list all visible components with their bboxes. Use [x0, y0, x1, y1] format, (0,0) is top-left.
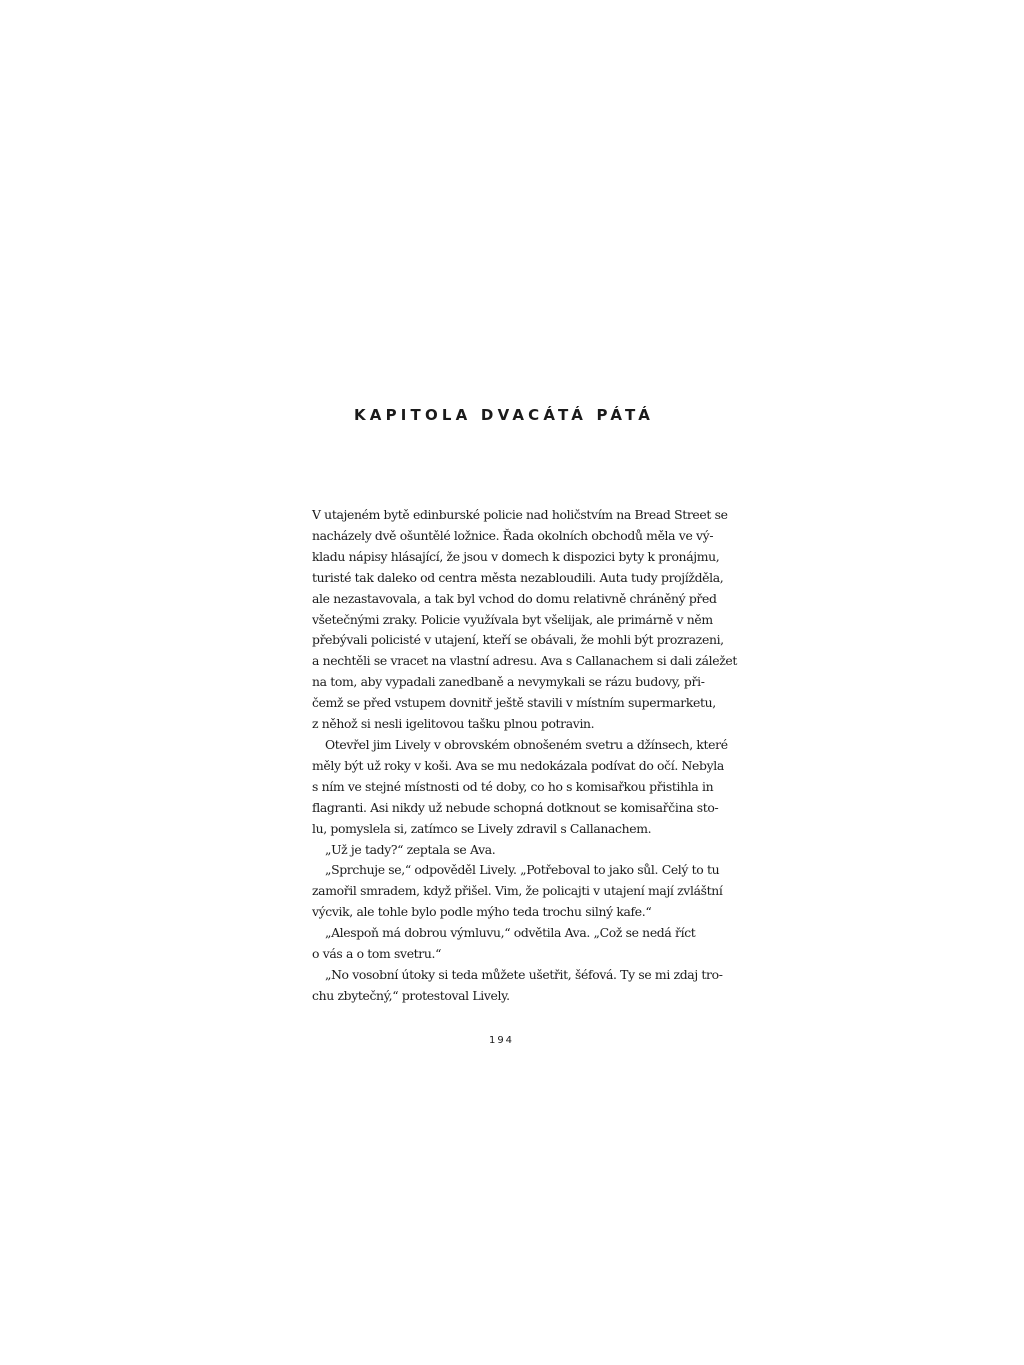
text-line: chu zbytečný,“ protestoval Lively. — [312, 987, 510, 1003]
text-line: všetečnými zraky. Policie využívala byt všelijak, ale primárně v něm — [312, 611, 713, 627]
page-number: 194 — [488, 1035, 515, 1046]
text-line: kladu nápisy hlásající, že jsou v domech k dispozici byty k pronájmu, — [312, 548, 720, 564]
text-line: na tom, aby vypadali zanedbaně a nevymykali se rázu budovy, při- — [312, 674, 705, 690]
text-line: přebývali policisté v utajení, kteří se obávali, že mohli být prozrazeni, — [312, 632, 724, 648]
text-line: zamořil smradem, když přišel. Vim, že policajti v utajení mají zvláštní — [312, 883, 723, 899]
text-line: z něhož si nesli igelitovou tašku plnou potravin. — [312, 716, 595, 732]
text-line: lu, pomyslela si, zatímco se Lively zdravil s Callanachem. — [312, 820, 652, 836]
chapter-title: KAPITOLA DVACÁTÁ PÁTÁ — [353, 406, 655, 424]
text-line: flagranti. Asi nikdy už nebude schopná dotknout se komisařčina sto- — [312, 799, 719, 815]
text-line: s ním ve stejné místnosti od té doby, co ho s komisařkou přistihla in — [312, 778, 714, 794]
body-text — [312, 505, 738, 1007]
text-line: V utajeném bytě edinburské policie nad holičstvím na Bread Street se — [312, 507, 728, 522]
text-line: ale nezastavovala, a tak byl vchod do domu relativně chráněný před — [312, 590, 717, 606]
text-line: nacházely dvě ošuntělé ložnice. Řada okolních obchodů měla ve vý- — [312, 527, 714, 543]
text-line: „Alespoň má dobrou výmluvu,“ odvětila Ava. „Což se nedá říct — [325, 925, 696, 941]
text-line: „Už je tady?“ zeptala se Ava. — [325, 841, 496, 857]
text-line: o vás a o tom svetru.“ — [312, 946, 442, 962]
text-line: a nechtěli se vracet na vlastní adresu. Ava s Callanachem si dali záležet — [312, 653, 738, 669]
text-line: čemž se před vstupem dovnitř ještě stavili v místním supermarketu, — [312, 695, 716, 711]
text-line: Otevřel jim Lively v obrovském obnošeném svetru a džínsech, které — [325, 736, 728, 752]
text-line: „No vosobní útoky si teda můžete ušetřit, šéfová. Ty se mi zdaj tro- — [325, 966, 723, 982]
text-line: výcvik, ale tohle bylo podle mýho teda trochu silný kafe.“ — [312, 904, 652, 920]
text-line: turisté tak daleko od centra města nezabloudili. Auta tudy projížděla, — [312, 569, 724, 585]
text-line: měly být už roky v koši. Ava se mu nedokázala podívat do očí. Nebyla — [312, 757, 724, 773]
text-line: „Sprchuje se,“ odpověděl Lively. „Potřeboval to jako sůl. Celý to tu — [325, 862, 720, 878]
